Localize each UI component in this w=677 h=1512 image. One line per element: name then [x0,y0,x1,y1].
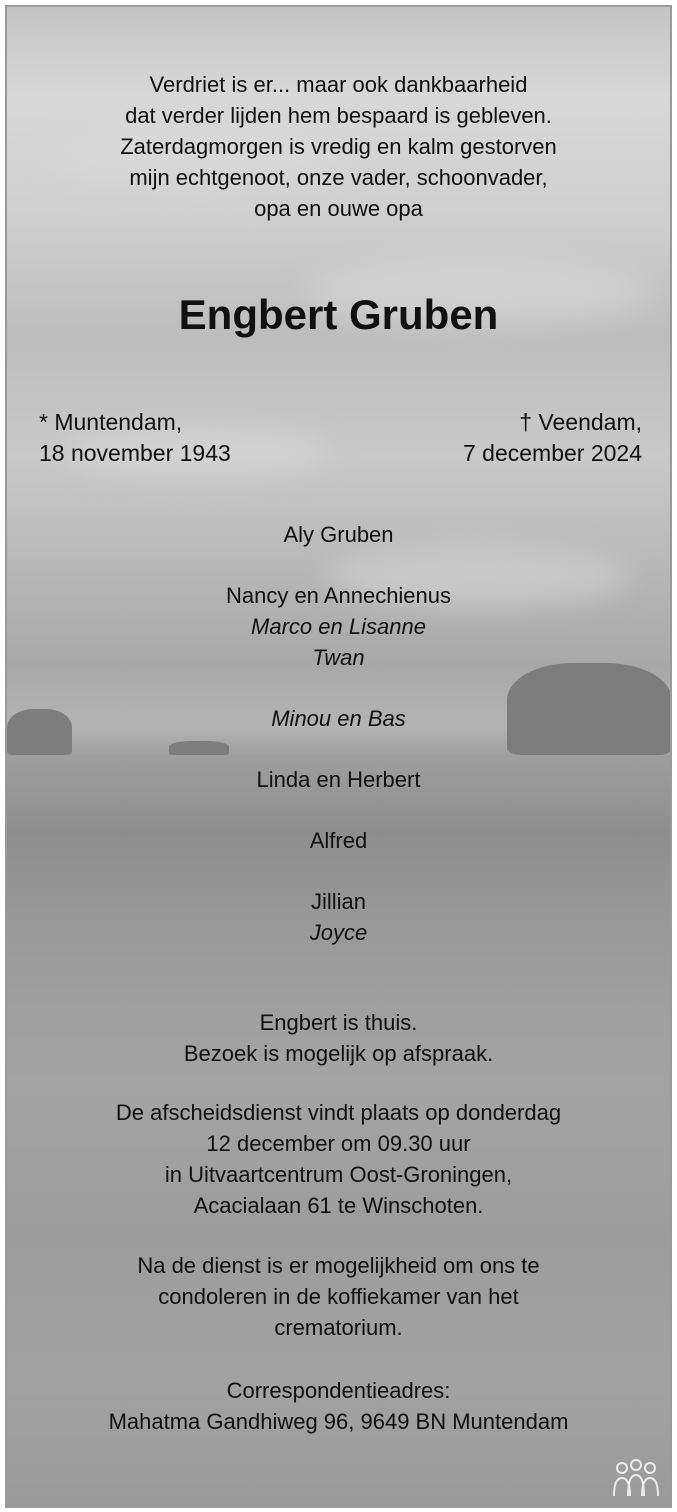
service-line: in Uitvaartcentrum Oost-Groningen, [164,1162,513,1187]
visit-line: Engbert is thuis. [259,1010,418,1035]
condolence-line: condoleren in de koffiekamer van het [158,1284,519,1309]
intro-line: dat verder lijden hem bespaard is gebleven. [125,103,552,128]
service-line: 12 december om 09.30 uur [206,1131,471,1156]
condolence-line: crematorium. [274,1315,403,1340]
child-names: Jillian [310,889,367,914]
tree-center [169,741,229,755]
grandchild-names: Minou en Bas [271,706,406,731]
spouse-name: Aly Gruben [283,522,394,547]
child-names: Alfred [309,828,368,853]
intro-line: Zaterdagmorgen is vredig en kalm gestorven [120,134,557,159]
child-names: Nancy en Annechienus [225,583,452,608]
correspondence-label: Correspondentieadres: [226,1378,451,1403]
service-line: Acacialaan 61 te Winschoten. [193,1193,484,1218]
obituary-card [5,5,672,1508]
birth-place: * Muntendam, [39,409,183,435]
condolence-line: Na de dienst is er mogelijkheid om ons te [137,1253,540,1278]
greatgrandchild-name: Twan [312,645,365,670]
grandchild-names: Marco en Lisanne [251,614,426,639]
intro-line: opa en ouwe opa [254,196,423,221]
service-line: De afscheidsdienst vindt plaats op donderdag [115,1100,562,1125]
child-names: Linda en Herbert [256,767,421,792]
intro-line: Verdriet is er... maar ook dankbaarheid [149,72,528,97]
deceased-name: Engbert Gruben [178,291,499,338]
people-group-logo-icon [610,1456,662,1500]
correspondence-address: Mahatma Gandhiweg 96, 9649 BN Muntendam [108,1409,569,1434]
birth-date: 18 november 1943 [39,440,231,466]
death-date: 7 december 2024 [462,440,642,466]
grandchild-names: Joyce [309,920,368,945]
visit-line: Bezoek is mogelijk op afspraak. [183,1041,494,1066]
death-place: † Veendam, [519,409,642,435]
intro-line: mijn echtgenoot, onze vader, schoonvader, [129,165,548,190]
